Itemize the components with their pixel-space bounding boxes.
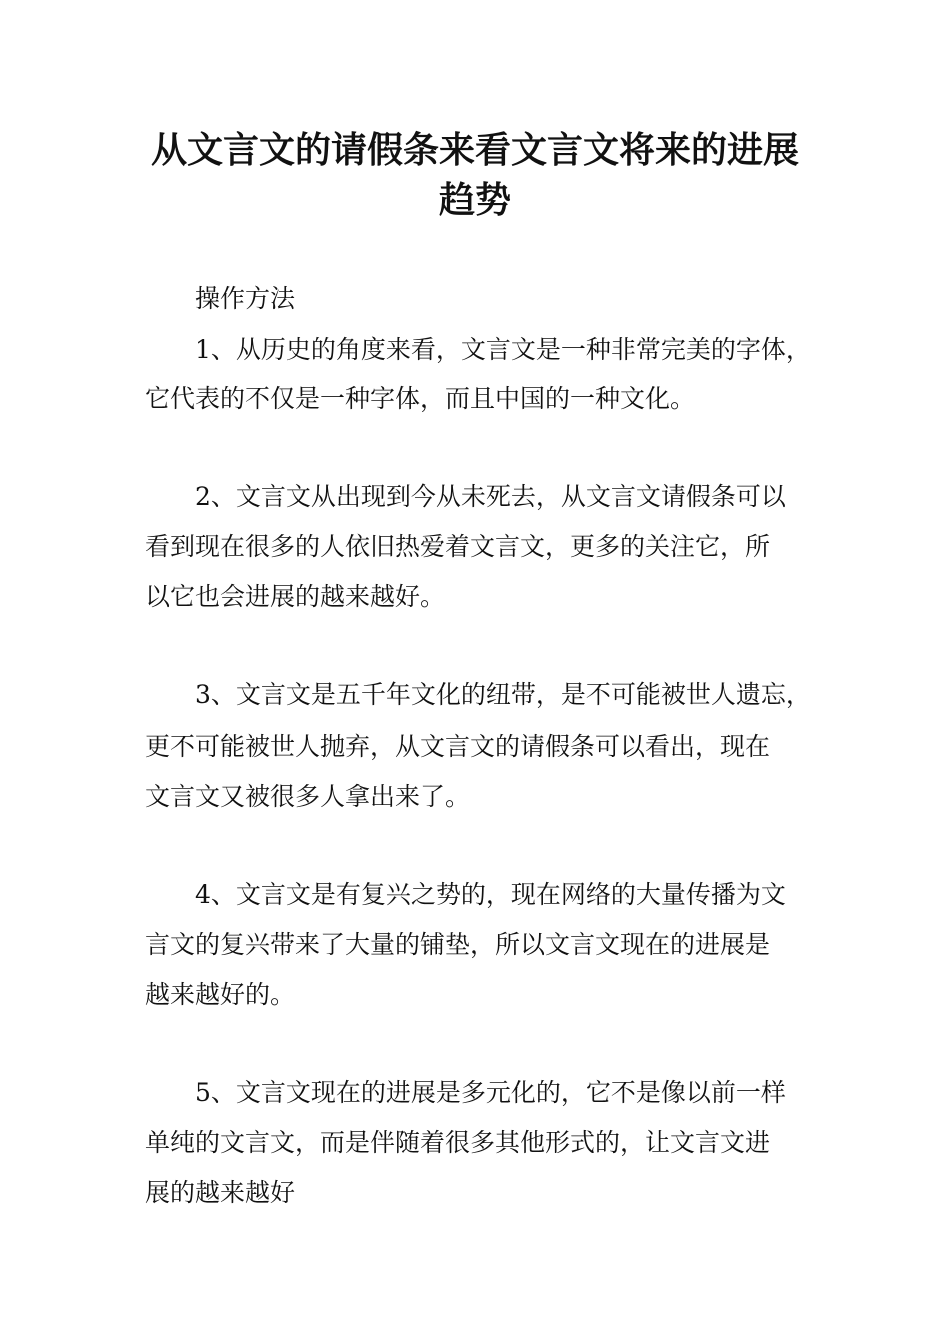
paragraph-line: 越来越好的。 <box>145 980 296 1009</box>
paragraph-line: 4、文言文是有复兴之势的，现在网络的大量传播为文 <box>195 880 786 909</box>
paragraph-line: 言文的复兴带来了大量的铺垫，所以文言文现在的进展是 <box>145 930 771 959</box>
paragraph-line: 单纯的文言文，而是伴随着很多其他形式的，让文言文进 <box>145 1128 771 1157</box>
paragraph-line: 1、从历史的角度来看，文言文是一种非常完美的字体， <box>195 335 811 364</box>
paragraph-line: 5、文言文现在的进展是多元化的，它不是像以前一样 <box>195 1078 786 1107</box>
paragraph-line: 3、文言文是五千年文化的纽带，是不可能被世人遗忘， <box>195 680 811 709</box>
paragraph-line: 文言文又被很多人拿出来了。 <box>145 782 471 811</box>
document-title-line-1: 从文言文的请假条来看文言文将来的进展 <box>150 130 799 171</box>
paragraph-line: 展的越来越好 <box>145 1178 296 1207</box>
document-title-line-2: 趋势 <box>438 180 511 221</box>
paragraph-line: 2、文言文从出现到今从未死去，从文言文请假条可以 <box>195 482 786 511</box>
paragraph-line: 看到现在很多的人依旧热爱着文言文，更多的关注它，所 <box>145 532 771 561</box>
paragraph-line: 更不可能被世人抛弃，从文言文的请假条可以看出，现在 <box>145 732 771 761</box>
paragraph-line: 以它也会进展的越来越好。 <box>145 582 446 611</box>
paragraph-line: 它代表的不仅是一种字体，而且中国的一种文化。 <box>145 384 696 413</box>
section-heading: 操作方法 <box>195 284 296 313</box>
